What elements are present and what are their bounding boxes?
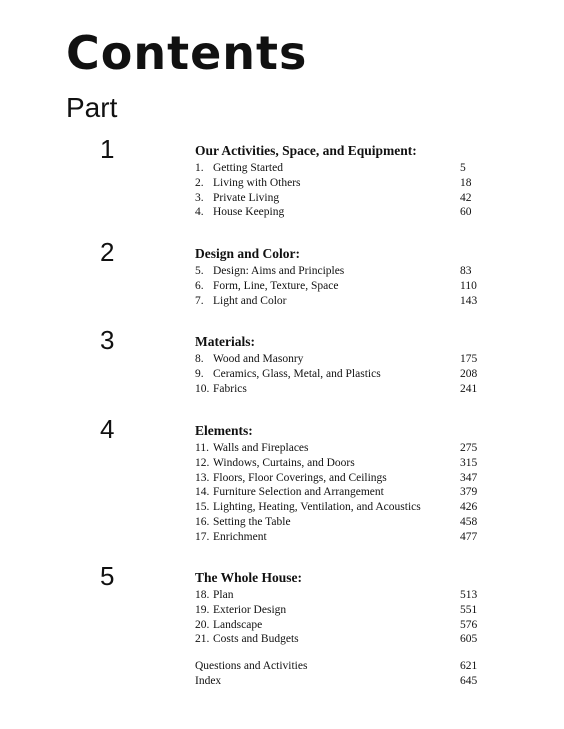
part-number: 4 — [100, 414, 115, 444]
chapter-list — [195, 588, 480, 647]
chapter-page: 110 — [460, 279, 477, 292]
chapter-entry[interactable] — [195, 382, 480, 397]
back-matter-title: Questions and Activities — [195, 660, 308, 672]
chapter-number: 17. — [195, 530, 210, 543]
chapter-list — [195, 264, 480, 308]
chapter-entry[interactable] — [195, 352, 480, 367]
chapter-entry[interactable] — [195, 588, 480, 603]
chapter-title: Windows, Curtains, and Doors — [213, 456, 355, 469]
chapter-entry[interactable] — [195, 191, 480, 206]
chapter-title: House Keeping — [213, 206, 285, 219]
chapter-number: 9. — [195, 367, 204, 380]
chapter-title: Exterior Design — [213, 603, 287, 616]
chapter-number: 3. — [195, 191, 204, 204]
chapter-number: 16. — [195, 515, 210, 528]
chapter-page: 83 — [460, 265, 472, 277]
chapter-number: 1. — [195, 162, 204, 174]
chapter-entry[interactable] — [195, 485, 480, 500]
back-matter-page: 621 — [460, 660, 478, 672]
chapter-title: Private Living — [213, 191, 280, 204]
chapter-title: Design: Aims and Principles — [213, 265, 345, 277]
chapter-number: 14. — [195, 486, 210, 499]
chapter-number: 12. — [195, 456, 210, 469]
chapter-number: 19. — [195, 603, 210, 616]
part-heading: Materials: — [195, 334, 255, 349]
chapter-number: 13. — [195, 471, 210, 484]
chapter-number: 11. — [195, 442, 209, 454]
part-heading: Elements: — [195, 423, 253, 438]
chapter-page: 208 — [460, 367, 478, 380]
part-heading: Our Activities, Space, and Equipment: — [195, 143, 417, 158]
chapter-entry[interactable] — [195, 456, 480, 471]
chapter-number: 7. — [195, 294, 204, 307]
chapter-title: Enrichment — [213, 530, 267, 543]
chapter-list — [195, 161, 480, 220]
chapter-page: 175 — [460, 353, 478, 365]
chapter-title: Landscape — [213, 618, 263, 631]
chapter-page: 60 — [460, 206, 472, 219]
chapter-page: 513 — [460, 589, 478, 601]
chapter-number: 20. — [195, 618, 210, 631]
chapter-page: 551 — [460, 603, 478, 616]
back-matter-entry[interactable] — [195, 674, 480, 689]
part-number: 3 — [100, 325, 115, 355]
part-heading: Design and Color: — [195, 246, 301, 261]
chapter-page: 605 — [460, 633, 478, 646]
chapter-entry[interactable] — [195, 279, 480, 294]
chapter-number: 2. — [195, 176, 204, 189]
chapter-page: 18 — [460, 176, 472, 189]
chapter-entry[interactable] — [195, 176, 480, 191]
chapter-title: Light and Color — [213, 294, 287, 307]
chapter-number: 21. — [195, 633, 210, 646]
chapter-entry[interactable] — [195, 294, 480, 309]
chapter-list — [195, 441, 480, 545]
page-title: Contents — [66, 26, 308, 80]
chapter-page: 576 — [460, 618, 478, 631]
chapter-number: 5. — [195, 265, 204, 277]
chapter-entry[interactable] — [195, 264, 480, 279]
part-number: 5 — [100, 561, 115, 591]
back-matter-list — [195, 659, 480, 689]
chapter-page: 5 — [460, 162, 466, 174]
chapter-title: Form, Line, Texture, Space — [213, 279, 339, 292]
chapter-title: Wood and Masonry — [213, 353, 304, 365]
chapter-title: Getting Started — [213, 162, 283, 174]
chapter-title: Living with Others — [213, 176, 301, 189]
chapter-number: 18. — [195, 589, 210, 601]
chapter-title: Plan — [213, 589, 234, 601]
chapter-title: Floors, Floor Coverings, and Ceilings — [213, 471, 387, 484]
chapter-page: 458 — [460, 515, 478, 528]
chapter-title: Lighting, Heating, Ventilation, and Acoustics — [213, 501, 421, 514]
chapter-number: 6. — [195, 279, 204, 292]
chapter-title: Costs and Budgets — [213, 633, 299, 646]
chapter-page: 275 — [460, 442, 478, 454]
chapter-page: 347 — [460, 471, 478, 484]
chapter-entry[interactable] — [195, 441, 480, 456]
chapter-title: Walls and Fireplaces — [213, 442, 309, 454]
chapter-number: 15. — [195, 501, 210, 514]
chapter-page: 379 — [460, 486, 478, 499]
back-matter-title: Index — [195, 674, 222, 687]
part-number: 1 — [100, 134, 115, 164]
chapter-page: 42 — [460, 191, 472, 204]
chapter-title: Furniture Selection and Arrangement — [213, 486, 384, 499]
chapter-entry[interactable] — [195, 530, 480, 545]
chapter-number: 10. — [195, 382, 210, 395]
chapter-entry[interactable] — [195, 161, 480, 176]
chapter-list — [195, 352, 480, 396]
chapter-page: 241 — [460, 382, 478, 395]
part-heading: The Whole House: — [195, 570, 303, 585]
back-matter-entry[interactable] — [195, 659, 480, 674]
chapter-title: Ceramics, Glass, Metal, and Plastics — [213, 367, 381, 380]
part-column-label: Part — [66, 92, 118, 123]
chapter-title: Setting the Table — [213, 515, 291, 528]
chapter-page: 143 — [460, 294, 478, 307]
chapter-title: Fabrics — [213, 382, 247, 395]
chapter-number: 4. — [195, 206, 204, 219]
chapter-page: 315 — [460, 456, 478, 469]
chapter-entry[interactable] — [195, 632, 480, 647]
part-number: 2 — [100, 237, 115, 267]
chapter-page: 477 — [460, 530, 478, 543]
chapter-entry[interactable] — [195, 603, 480, 618]
chapter-entry[interactable] — [195, 471, 480, 486]
chapter-entry[interactable] — [195, 515, 480, 530]
chapter-entry[interactable] — [195, 205, 480, 220]
chapter-entry[interactable] — [195, 618, 480, 633]
chapter-entry[interactable] — [195, 367, 480, 382]
chapter-entry[interactable] — [195, 500, 480, 515]
chapter-number: 8. — [195, 353, 204, 365]
chapter-page: 426 — [460, 501, 478, 514]
back-matter-page: 645 — [460, 674, 478, 687]
